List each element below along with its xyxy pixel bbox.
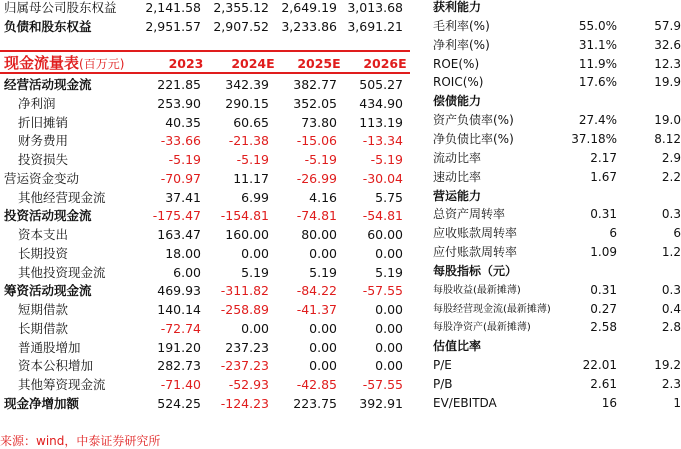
ratio-row-value: 0.27 (590, 302, 617, 316)
ratio-row-value: 6 (673, 226, 681, 240)
ratio-row-value: 0.4 (661, 302, 681, 316)
ratio-row-label: ROE(%) (433, 57, 480, 71)
ratio-row-value (557, 0, 617, 17)
cash-row-label: 净利润 (18, 96, 56, 111)
ratio-row-value: 1.09 (590, 245, 617, 259)
ratio-row-value (621, 337, 681, 356)
cash-row-value: -70.97 (160, 171, 201, 186)
cash-row-value: 290.15 (225, 96, 269, 111)
cash-row-value: 282.73 (157, 358, 201, 373)
cash-row-value: 11.17 (233, 171, 269, 186)
ratio-row-value (621, 187, 681, 206)
cash-row-value: 524.25 (157, 396, 201, 411)
cash-row-value: 0.00 (375, 340, 403, 355)
cash-row-value: 6.00 (173, 265, 201, 280)
cash-row-value: 223.75 (293, 396, 337, 411)
cash-row-value: -71.40 (160, 377, 201, 392)
cash-row-label: 投资损失 (18, 152, 69, 167)
ratio-row-value: 1.2 (661, 245, 681, 259)
cash-row-value: -5.19 (168, 152, 201, 167)
cash-row-label: 折旧摊销 (18, 115, 69, 130)
ratio-row-value: 27.4% (578, 113, 617, 127)
ratio-row-value: 0.31 (590, 207, 617, 221)
cash-row-value: 5.19 (309, 265, 337, 280)
cash-row-label: 其他经营现金流 (18, 190, 106, 205)
ratio-row-label: 每股收益(最新摊薄) (433, 285, 521, 296)
cash-row-value: 352.05 (293, 96, 337, 111)
top-row-value: 3,013.68 (347, 0, 403, 15)
ratio-row-label: 净负债比率(%) (433, 132, 514, 146)
ratio-row-value (557, 262, 617, 281)
cash-row-value: -74.81 (296, 208, 337, 223)
cash-row-value: -30.04 (362, 171, 403, 186)
cash-row-value: -5.19 (304, 152, 337, 167)
ratio-row-label: 总资产周转率 (433, 207, 506, 221)
cash-row-value: 392.91 (359, 396, 403, 411)
cash-row-value: 37.41 (165, 190, 201, 205)
ratio-row-value: 8.12 (654, 132, 681, 146)
ratio-row-label: 每股指标（元） (433, 264, 518, 278)
cash-flow-title-text: 现金流量表 (4, 54, 80, 72)
cash-row-label: 筹资活动现金流 (4, 283, 92, 298)
ratio-row-value: 57.9 (654, 19, 681, 33)
ratio-row-label: EV/EBITDA (433, 396, 497, 410)
ratio-row-value: 1 (673, 396, 681, 410)
ratio-row-value (557, 92, 617, 111)
cash-row-value: -13.34 (362, 133, 403, 148)
ratio-row-label: 偿债能力 (433, 94, 482, 108)
cash-row-value: -26.99 (296, 171, 337, 186)
ratio-row-label: P/B (433, 377, 453, 391)
cash-row-label: 资本公积增加 (18, 358, 94, 373)
cash-row-value: -41.37 (296, 302, 337, 317)
header-divider (0, 50, 410, 52)
cash-row-value: 140.14 (157, 302, 201, 317)
ratio-row-value: 19.0 (654, 113, 681, 127)
top-row-value: 2,649.19 (281, 0, 337, 15)
cash-row-label: 投资活动现金流 (4, 208, 92, 223)
cash-row-value: 0.00 (375, 246, 403, 261)
cash-row-value: -15.06 (296, 133, 337, 148)
cash-row-value: 5.19 (375, 265, 403, 280)
year-header: 2025E (297, 56, 341, 71)
cash-row-label: 长期投资 (18, 246, 69, 261)
cash-row-label: 现金净增加额 (4, 396, 80, 411)
year-header: 2024E (231, 56, 275, 71)
cash-row-value: 0.00 (241, 321, 269, 336)
cash-row-value: 342.39 (225, 77, 269, 92)
cash-row-value: -57.55 (362, 377, 403, 392)
cash-row-value: 0.00 (309, 358, 337, 373)
cash-row-value: 0.00 (309, 246, 337, 261)
cash-row-value: 60.00 (367, 227, 403, 242)
cash-row-value: 253.90 (157, 96, 201, 111)
cash-row-value: -42.85 (296, 377, 337, 392)
cash-row-value: 221.85 (157, 77, 201, 92)
cash-row-value: 113.19 (359, 115, 403, 130)
ratio-row-value: 19.9 (654, 75, 681, 89)
cash-row-value: -237.23 (220, 358, 269, 373)
ratio-row-value: 12.3 (654, 57, 681, 71)
ratio-row-value (621, 0, 681, 17)
cash-row-value: 6.99 (241, 190, 269, 205)
cash-row-label: 其他筹资现金流 (18, 377, 106, 392)
top-row-value: 3,691.21 (347, 19, 403, 34)
cash-row-value: -5.19 (236, 152, 269, 167)
ratio-row-label: 每股经营现金流(最新摊薄) (433, 304, 551, 315)
cash-row-value: 4.16 (309, 190, 337, 205)
ratio-row-label: 流动比率 (433, 151, 482, 165)
cash-row-value: 505.27 (359, 77, 403, 92)
cash-row-label: 资本支出 (18, 227, 69, 242)
ratio-row-value: 19.2 (654, 358, 681, 372)
cash-row-value: 0.00 (375, 358, 403, 373)
top-row-value: 3,233.86 (281, 19, 337, 34)
cash-row-value: 191.20 (157, 340, 201, 355)
cash-row-value: -21.38 (228, 133, 269, 148)
top-row-label: 负债和股东权益 (4, 19, 92, 34)
cash-row-value: 5.19 (241, 265, 269, 280)
cash-row-value: 160.00 (225, 227, 269, 242)
ratio-row-value: 2.17 (590, 151, 617, 165)
cash-row-value: 163.47 (157, 227, 201, 242)
cash-row-value: -54.81 (362, 208, 403, 223)
ratio-row-value: 2.8 (661, 320, 681, 334)
cash-row-value: 73.80 (301, 115, 337, 130)
ratio-row-label: 获利能力 (433, 0, 482, 14)
ratio-row-value: 2.58 (590, 320, 617, 334)
ratio-row-value: 37.18% (571, 132, 617, 146)
ratio-row-value: 2.2 (661, 170, 681, 184)
cash-row-value: 434.90 (359, 96, 403, 111)
ratio-row-label: 资产负债率(%) (433, 113, 514, 127)
ratio-row-value (621, 262, 681, 281)
ratio-row-value: 17.6% (578, 75, 617, 89)
ratio-row-label: ROIC(%) (433, 75, 484, 89)
cash-flow-unit: (百万元) (79, 57, 125, 71)
ratio-row-value: 31.1% (578, 38, 617, 52)
ratio-row-label: 毛利率(%) (433, 19, 490, 33)
cash-row-value: -52.93 (228, 377, 269, 392)
cash-row-value: 0.00 (309, 321, 337, 336)
year-header: 2026E (363, 56, 407, 71)
ratio-row-value: 55.0% (578, 19, 617, 33)
top-row-value: 2,141.58 (145, 0, 201, 15)
ratio-row-label: 估值比率 (433, 339, 482, 353)
header-divider (0, 72, 410, 74)
cash-row-value: -33.66 (160, 133, 201, 148)
ratio-row-value (621, 92, 681, 111)
ratio-row-label: 净利率(%) (433, 38, 490, 52)
cash-row-label: 财务费用 (18, 133, 69, 148)
cash-row-value: -311.82 (220, 283, 269, 298)
ratio-row-value: 0.3 (661, 207, 681, 221)
cash-row-value: 5.75 (375, 190, 403, 205)
top-row-label: 归属母公司股东权益 (4, 0, 117, 15)
cash-row-value: 237.23 (225, 340, 269, 355)
cash-row-label: 普通股增加 (18, 340, 81, 355)
cash-row-value: -57.55 (362, 283, 403, 298)
ratio-row-value (557, 187, 617, 206)
cash-row-value: -84.22 (296, 283, 337, 298)
ratio-row-label: 应收账款周转率 (433, 226, 518, 240)
ratio-row-value: 16 (601, 396, 617, 410)
ratio-row-value: 2.3 (661, 377, 681, 391)
ratio-row-label: 应付账款周转率 (433, 245, 518, 259)
ratio-row-label: 营运能力 (433, 189, 482, 203)
cash-row-value: 382.77 (293, 77, 337, 92)
cash-row-value: -175.47 (152, 208, 201, 223)
ratio-row-value: 6 (609, 226, 617, 240)
cash-row-label: 长期借款 (18, 321, 69, 336)
cash-row-label: 其他投资现金流 (18, 265, 106, 280)
ratio-row-value: 2.61 (590, 377, 617, 391)
cash-row-value: 469.93 (157, 283, 201, 298)
ratio-row-value (557, 337, 617, 356)
ratio-row-label: 速动比率 (433, 170, 482, 184)
ratio-row-value: 32.6 (654, 38, 681, 52)
cash-row-value: -72.74 (160, 321, 201, 336)
cash-row-value: -154.81 (220, 208, 269, 223)
top-row-value: 2,907.52 (213, 19, 269, 34)
cash-row-value: 0.00 (241, 246, 269, 261)
year-header: 2023 (168, 56, 204, 71)
ratio-row-value: 11.9% (578, 57, 617, 71)
ratio-row-value: 22.01 (582, 358, 617, 372)
cash-row-value: 18.00 (165, 246, 201, 261)
ratio-row-value: 0.3 (661, 283, 681, 297)
cash-row-value: 0.00 (375, 302, 403, 317)
ratio-row-value: 1.67 (590, 170, 617, 184)
cash-row-label: 短期借款 (18, 302, 69, 317)
cash-row-value: -258.89 (220, 302, 269, 317)
ratio-row-value: 2.9 (661, 151, 681, 165)
cash-row-value: -5.19 (370, 152, 403, 167)
ratio-row-value: 0.31 (590, 283, 617, 297)
top-row-value: 2,951.57 (145, 19, 201, 34)
cash-row-label: 营运资金变动 (4, 171, 80, 186)
cash-row-value: 0.00 (309, 340, 337, 355)
cash-row-value: 60.65 (233, 115, 269, 130)
ratio-row-label: P/E (433, 358, 452, 372)
source-note: 来源：wind，中泰证券研究所 (0, 434, 161, 448)
ratio-row-label: 每股净资产(最新摊薄) (433, 322, 531, 333)
cash-row-value: 0.00 (375, 321, 403, 336)
cash-row-value: -124.23 (220, 396, 269, 411)
cash-row-value: 80.00 (301, 227, 337, 242)
top-row-value: 2,355.12 (213, 0, 269, 15)
cash-row-value: 40.35 (165, 115, 201, 130)
cash-row-label: 经营活动现金流 (4, 77, 92, 92)
cash-flow-title (4, 52, 124, 74)
